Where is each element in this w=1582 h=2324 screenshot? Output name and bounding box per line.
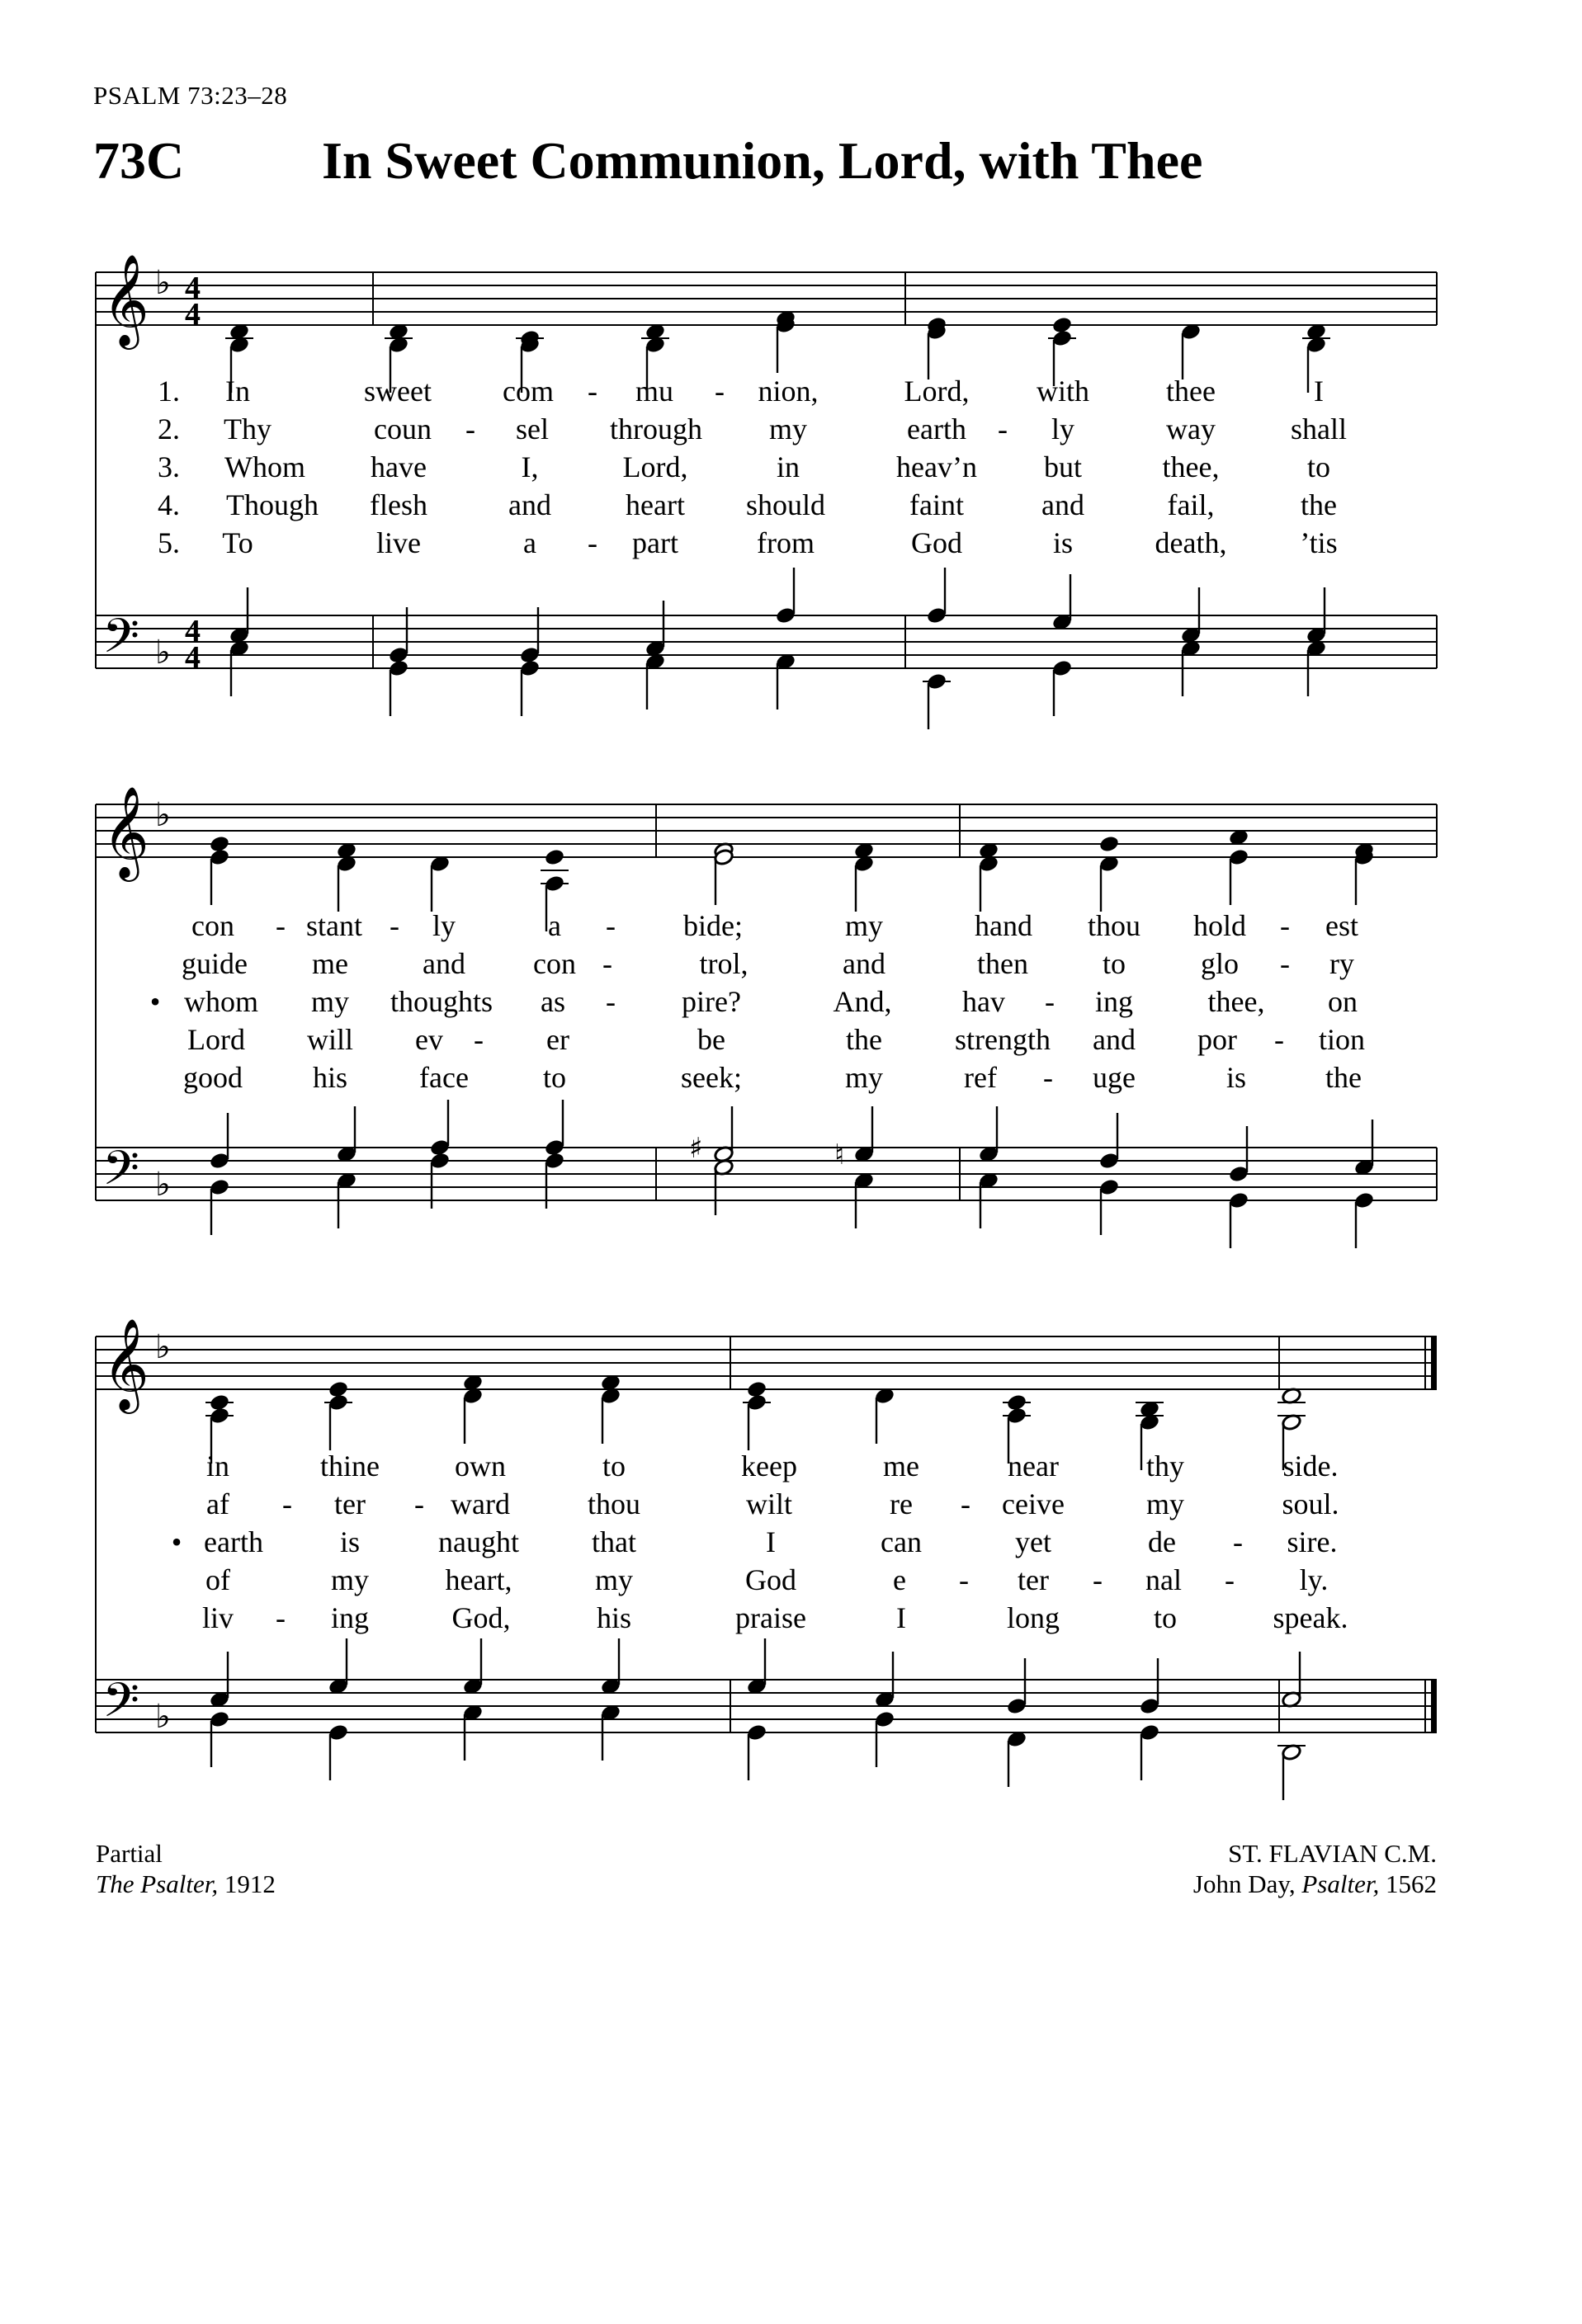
- lyric-syllable: shall: [1291, 412, 1347, 445]
- time-signature-treble-bottom: 4: [185, 297, 201, 332]
- lyric-syllable: er: [546, 1023, 569, 1056]
- lyric-syllable: I: [1314, 375, 1324, 408]
- lyric-syllable: de: [1148, 1525, 1176, 1558]
- tune-source-title: Psalter,: [1301, 1869, 1380, 1898]
- lyric-syllable: my: [1145, 1487, 1185, 1520]
- lyric-syllable: my: [310, 985, 350, 1018]
- lyric-syllable: my: [594, 1563, 634, 1596]
- lyric-syllable: coun: [374, 412, 432, 445]
- hymn-title: In Sweet Communion, Lord, with Thee: [322, 131, 1203, 190]
- lyric-syllable: that: [592, 1525, 636, 1558]
- bass-clef-icon: 𝄢: [102, 1672, 140, 1740]
- lyric-syllable: ref: [964, 1061, 997, 1094]
- lyric-hyphen: -: [1233, 1525, 1243, 1558]
- lyric-hyphen: -: [1093, 1563, 1103, 1596]
- lyric-syllable: Lord,: [904, 375, 970, 408]
- lyric-syllable: In: [225, 375, 250, 408]
- lyric-syllable: keep: [741, 1450, 797, 1483]
- lyric-hyphen: -: [1274, 1023, 1284, 1056]
- bass-note-head: [874, 1710, 895, 1728]
- bass-note-head: [926, 672, 947, 691]
- lyric-syllable: God: [911, 526, 962, 559]
- bass-note-head: [388, 659, 408, 677]
- lyric-syllable: e: [893, 1563, 906, 1596]
- lyric-syllable: faint: [909, 488, 964, 521]
- lyric-syllable: flesh: [370, 488, 427, 521]
- lyric-syllable: sel: [516, 412, 549, 445]
- lyric-syllable: ceive: [1002, 1487, 1065, 1520]
- bass-note-head: [1139, 1723, 1159, 1742]
- lyric-syllable: praise: [735, 1601, 806, 1634]
- lyric-syllable: ing: [1094, 985, 1134, 1018]
- lyric-syllable: death,: [1155, 526, 1227, 559]
- bass-note-head: [775, 606, 796, 625]
- lyric-syllable: should: [745, 488, 826, 521]
- treble-note-head: [544, 874, 564, 893]
- lyric-syllable: his: [596, 1601, 632, 1634]
- hymn-number: 73C: [93, 131, 185, 190]
- lyric-syllable: ’tis: [1300, 526, 1338, 559]
- lyric-syllable: with: [1036, 375, 1090, 408]
- treble-note-head: [746, 1380, 767, 1398]
- lyric-syllable: thou: [587, 1487, 641, 1520]
- treble-note-head: [209, 1407, 229, 1425]
- lyric-syllable: to: [1306, 450, 1331, 483]
- lyric-syllable: ter: [1018, 1563, 1049, 1596]
- lyric-syllable: is: [1225, 1061, 1247, 1094]
- lyric-syllable: whom: [184, 985, 258, 1018]
- text-attribution: [96, 1869, 276, 1899]
- partial-note: Partial: [96, 1839, 163, 1868]
- lyrics: [150, 375, 1365, 1634]
- lyric-syllable: con: [191, 909, 234, 942]
- bass-clef-icon: 𝄢: [102, 608, 140, 676]
- lyric-syllable: uge: [1093, 1061, 1136, 1094]
- lyric-syllable: is: [1052, 526, 1074, 559]
- verse-number: 4.: [158, 488, 180, 521]
- lyric-syllable: have: [371, 450, 427, 483]
- lyric-hyphen: -: [998, 412, 1008, 445]
- tune-attribution: [1193, 1869, 1437, 1899]
- lyric-syllable: face: [419, 1061, 469, 1094]
- lyric-syllable: strength: [955, 1023, 1051, 1056]
- lyric-syllable: ter: [334, 1487, 366, 1520]
- bass-note-head: [429, 1152, 450, 1170]
- lyric-syllable: the: [846, 1023, 882, 1056]
- treble-clef-icon: 𝄞: [102, 785, 149, 878]
- lyric-syllable: thee: [1166, 375, 1216, 408]
- lyric-syllable: the: [1301, 488, 1337, 521]
- lyric-syllable: I: [766, 1525, 776, 1558]
- bass-note-head: [1006, 1697, 1027, 1715]
- lyric-syllable: God,: [451, 1601, 511, 1634]
- bass-note-head: [328, 1723, 348, 1742]
- verse-number: 3.: [158, 450, 180, 483]
- lyric-hyphen: -: [1280, 909, 1290, 942]
- lyric-hyphen: -: [1280, 947, 1290, 980]
- bass-note-head: [209, 1178, 229, 1196]
- treble-note-head: [1228, 848, 1249, 866]
- lyric-syllable: wilt: [745, 1487, 793, 1520]
- treble-note-head: [544, 848, 564, 866]
- bass-note-head: [926, 606, 947, 625]
- treble-note-head: [1006, 1393, 1027, 1412]
- flat-sign-icon: ♭: [155, 796, 171, 834]
- treble-note-head: [328, 1380, 348, 1398]
- lyric-hyphen: -: [606, 985, 616, 1018]
- lyric-syllable: heart,: [445, 1563, 512, 1596]
- lyric-syllable: af: [206, 1487, 229, 1520]
- treble-note-head: [1051, 329, 1072, 347]
- lyric-syllable: God: [745, 1563, 796, 1596]
- bass-note-head: [1139, 1697, 1159, 1715]
- lyric-syllable: to: [542, 1061, 567, 1094]
- verse-number: 2.: [158, 412, 180, 445]
- lyric-syllable: bide;: [683, 909, 743, 942]
- bass-note-head: [544, 1152, 564, 1170]
- lyric-hyphen: -: [588, 375, 597, 408]
- lyric-syllable: way: [1166, 412, 1216, 445]
- lyric-syllable: thoughts: [390, 985, 493, 1018]
- lyric-syllable: the: [1325, 1061, 1362, 1094]
- lyric-hyphen: -: [1043, 1061, 1053, 1094]
- lyric-syllable: thou: [1087, 909, 1141, 942]
- flat-sign-icon: ♭: [155, 1328, 171, 1366]
- lyric-syllable: ly: [1051, 412, 1075, 445]
- lyric-hyphen: -: [276, 909, 286, 942]
- lyric-syllable: ly: [432, 909, 456, 942]
- bass-note-head: [1098, 1152, 1119, 1170]
- lyric-syllable: re: [890, 1487, 913, 1520]
- lyric-hyphen: -: [414, 1487, 424, 1520]
- lyric-syllable: sire.: [1287, 1525, 1338, 1558]
- lyric-hyphen: -: [474, 1023, 484, 1056]
- bass-note-head: [209, 1152, 229, 1170]
- lyric-syllable: sweet: [364, 375, 432, 408]
- lyric-syllable: earth: [204, 1525, 263, 1558]
- lyric-syllable: is: [339, 1525, 361, 1558]
- flat-sign-icon: ♭: [155, 634, 171, 672]
- bass-note-head: [429, 1138, 450, 1157]
- lyric-syllable: thy: [1145, 1450, 1185, 1483]
- lyric-syllable: my: [768, 412, 808, 445]
- treble-note-head: [1051, 316, 1072, 334]
- bass-note-head: [1098, 1178, 1119, 1196]
- lyric-hyphen: -: [588, 526, 597, 559]
- flat-sign-icon: ♭: [155, 1166, 171, 1204]
- lyric-syllable: me: [883, 1450, 919, 1483]
- lyric-syllable: hand: [975, 909, 1032, 942]
- flat-sign-icon: ♭: [155, 264, 171, 302]
- lyric-syllable: earth: [907, 412, 966, 445]
- lyric-syllable: guide: [182, 947, 248, 980]
- lyric-syllable: and: [843, 947, 885, 980]
- lyric-syllable: I: [896, 1601, 906, 1634]
- treble-clef-icon: 𝄞: [102, 1318, 149, 1410]
- lyric-syllable: seek;: [681, 1061, 742, 1094]
- lyric-syllable: a: [523, 526, 536, 559]
- lyric-syllable: of: [205, 1563, 230, 1596]
- lyric-syllable: and: [1041, 488, 1084, 521]
- lyric-syllable: to: [602, 1450, 626, 1483]
- verse-number: 1.: [158, 375, 180, 408]
- lyric-syllable: to: [1102, 947, 1126, 980]
- lyric-syllable: through: [610, 412, 702, 445]
- bass-note-head: [1353, 1191, 1374, 1209]
- lyric-syllable: hav: [962, 985, 1005, 1018]
- lyric-syllable: from: [757, 526, 815, 559]
- lyric-syllable: will: [306, 1023, 354, 1056]
- lyric-syllable: And,: [833, 985, 892, 1018]
- bass-note-head: [519, 659, 540, 677]
- treble-note-head: [746, 1393, 767, 1412]
- bass-note-head: [1228, 1165, 1249, 1183]
- lyric-syllable: Lord: [187, 1023, 245, 1056]
- bass-note-head: [1051, 659, 1072, 677]
- lyric-syllable: Whom: [224, 450, 305, 483]
- lyric-syllable: est: [1325, 909, 1358, 942]
- treble-note-head: [328, 1393, 348, 1412]
- lyric-syllable: thine: [320, 1450, 380, 1483]
- lyric-syllable: Though: [226, 488, 319, 521]
- final-barline: [1431, 1680, 1437, 1732]
- lyric-hyphen: -: [282, 1487, 292, 1520]
- bass-clef-icon: 𝄢: [102, 1140, 140, 1208]
- lyric-syllable: my: [844, 1061, 884, 1094]
- lyric-syllable: and: [423, 947, 465, 980]
- lyric-hyphen: -: [606, 909, 616, 942]
- treble-note-head: [209, 1393, 229, 1412]
- lyric-syllable: pire?: [682, 985, 741, 1018]
- treble-note-head: [1098, 835, 1119, 853]
- lyric-syllable: to: [1153, 1601, 1178, 1634]
- lyric-syllable: trol,: [699, 947, 748, 980]
- lyric-syllable: com: [503, 375, 554, 408]
- lyric-hyphen: -: [602, 947, 612, 980]
- treble-note-head: [209, 835, 229, 853]
- lyric-hyphen: -: [715, 375, 725, 408]
- lyric-syllable: can: [881, 1525, 922, 1558]
- lyric-hyphen: -: [390, 909, 399, 942]
- lyric-syllable: ev: [415, 1023, 443, 1056]
- lyric-syllable: stant: [306, 909, 362, 942]
- bass-note-head: [1228, 1191, 1249, 1209]
- lyric-syllable: thee,: [1207, 985, 1265, 1018]
- lyric-hyphen: -: [276, 1601, 286, 1634]
- lyric-syllable: mu: [635, 375, 674, 408]
- lyric-syllable: then: [977, 947, 1028, 980]
- lyric-syllable: side.: [1282, 1450, 1339, 1483]
- lyric-syllable: nal: [1145, 1563, 1182, 1596]
- scripture-reference: PSALM 73:23–28: [93, 81, 288, 110]
- bass-note-head: [746, 1723, 767, 1742]
- tune-composer: John Day,: [1192, 1869, 1296, 1898]
- lyric-syllable: soul.: [1282, 1487, 1339, 1520]
- lyric-syllable: ry: [1329, 947, 1354, 980]
- lyric-syllable: thee,: [1162, 450, 1220, 483]
- treble-note-head: [1006, 1407, 1027, 1425]
- bass-note-head: [209, 1710, 229, 1728]
- lyric-hyphen: -: [1045, 985, 1055, 1018]
- lyric-syllable: tion: [1318, 1023, 1366, 1056]
- lyric-syllable: his: [312, 1061, 348, 1094]
- bass-note-head: [544, 1138, 564, 1157]
- time-signature-treble-top: 4: [185, 271, 201, 305]
- lyric-syllable: fail,: [1167, 488, 1215, 521]
- bass-note-head: [519, 646, 540, 664]
- tune-source: [1193, 1838, 1437, 1899]
- lyric-syllable: I,: [521, 450, 539, 483]
- lyric-syllable: Thy: [224, 412, 272, 445]
- lyric-syllable: hold: [1192, 909, 1247, 942]
- lyric-syllable: •: [171, 1525, 182, 1558]
- lyric-syllable: yet: [1015, 1525, 1051, 1558]
- lyric-syllable: liv: [201, 1601, 234, 1634]
- lyric-syllable: long: [1006, 1601, 1060, 1634]
- lyric-syllable: part: [632, 526, 678, 559]
- lyric-syllable: in: [205, 1450, 230, 1483]
- tune-name: ST. FLAVIAN C.M.: [1228, 1839, 1437, 1868]
- lyric-syllable: near: [1008, 1450, 1059, 1483]
- final-barline: [1431, 1336, 1437, 1389]
- lyric-syllable: heav’n: [896, 450, 977, 483]
- bass-note-head: [388, 646, 408, 664]
- lyric-syllable: be: [697, 1023, 725, 1056]
- treble-note-head: [209, 848, 229, 866]
- lyric-syllable: heart: [626, 488, 685, 521]
- time-signature-bass-bottom: 4: [185, 640, 201, 675]
- lyric-hyphen: -: [961, 1487, 970, 1520]
- lyric-syllable: To: [222, 526, 253, 559]
- lyric-syllable: in: [776, 450, 800, 483]
- treble-clef-icon: 𝄞: [102, 253, 149, 346]
- lyric-syllable: on: [1328, 985, 1358, 1018]
- lyric-syllable: por: [1197, 1023, 1237, 1056]
- lyric-syllable: my: [330, 1563, 370, 1596]
- lyric-syllable: nion,: [758, 375, 819, 408]
- lyric-hyphen: -: [465, 412, 475, 445]
- flat-sign-icon: ♭: [155, 1698, 171, 1736]
- lyric-syllable: my: [844, 909, 884, 942]
- lyric-syllable: and: [1093, 1023, 1136, 1056]
- text-source: [96, 1838, 276, 1899]
- sharp-sign-icon: ♯: [689, 1132, 703, 1165]
- lyric-syllable: •: [149, 985, 161, 1018]
- lyric-hyphen: -: [959, 1563, 969, 1596]
- lyric-syllable: ly.: [1299, 1563, 1329, 1596]
- lyric-hyphen: -: [1225, 1563, 1235, 1596]
- lyric-syllable: and: [508, 488, 551, 521]
- lyric-syllable: as: [541, 985, 565, 1018]
- lyric-syllable: glo: [1200, 947, 1240, 980]
- lyric-syllable: but: [1043, 450, 1083, 483]
- text-source-year: 1912: [224, 1869, 276, 1898]
- verse-number: 5.: [158, 526, 180, 559]
- lyric-syllable: naught: [438, 1525, 519, 1558]
- text-source-title: The Psalter,: [96, 1869, 219, 1898]
- lyric-syllable: Lord,: [622, 450, 688, 483]
- lyric-syllable: own: [455, 1450, 506, 1483]
- lyric-syllable: con: [533, 947, 576, 980]
- lyric-syllable: a: [548, 909, 561, 942]
- time-signature-bass-top: 4: [185, 614, 201, 648]
- tune-source-year: 1562: [1386, 1869, 1437, 1898]
- lyric-syllable: speak.: [1273, 1601, 1348, 1634]
- natural-sign-icon: ♮: [834, 1138, 845, 1171]
- lyric-syllable: ward: [451, 1487, 510, 1520]
- lyric-syllable: ing: [330, 1601, 370, 1634]
- lyric-syllable: good: [183, 1061, 243, 1094]
- lyric-syllable: me: [312, 947, 348, 980]
- lyric-syllable: live: [376, 526, 421, 559]
